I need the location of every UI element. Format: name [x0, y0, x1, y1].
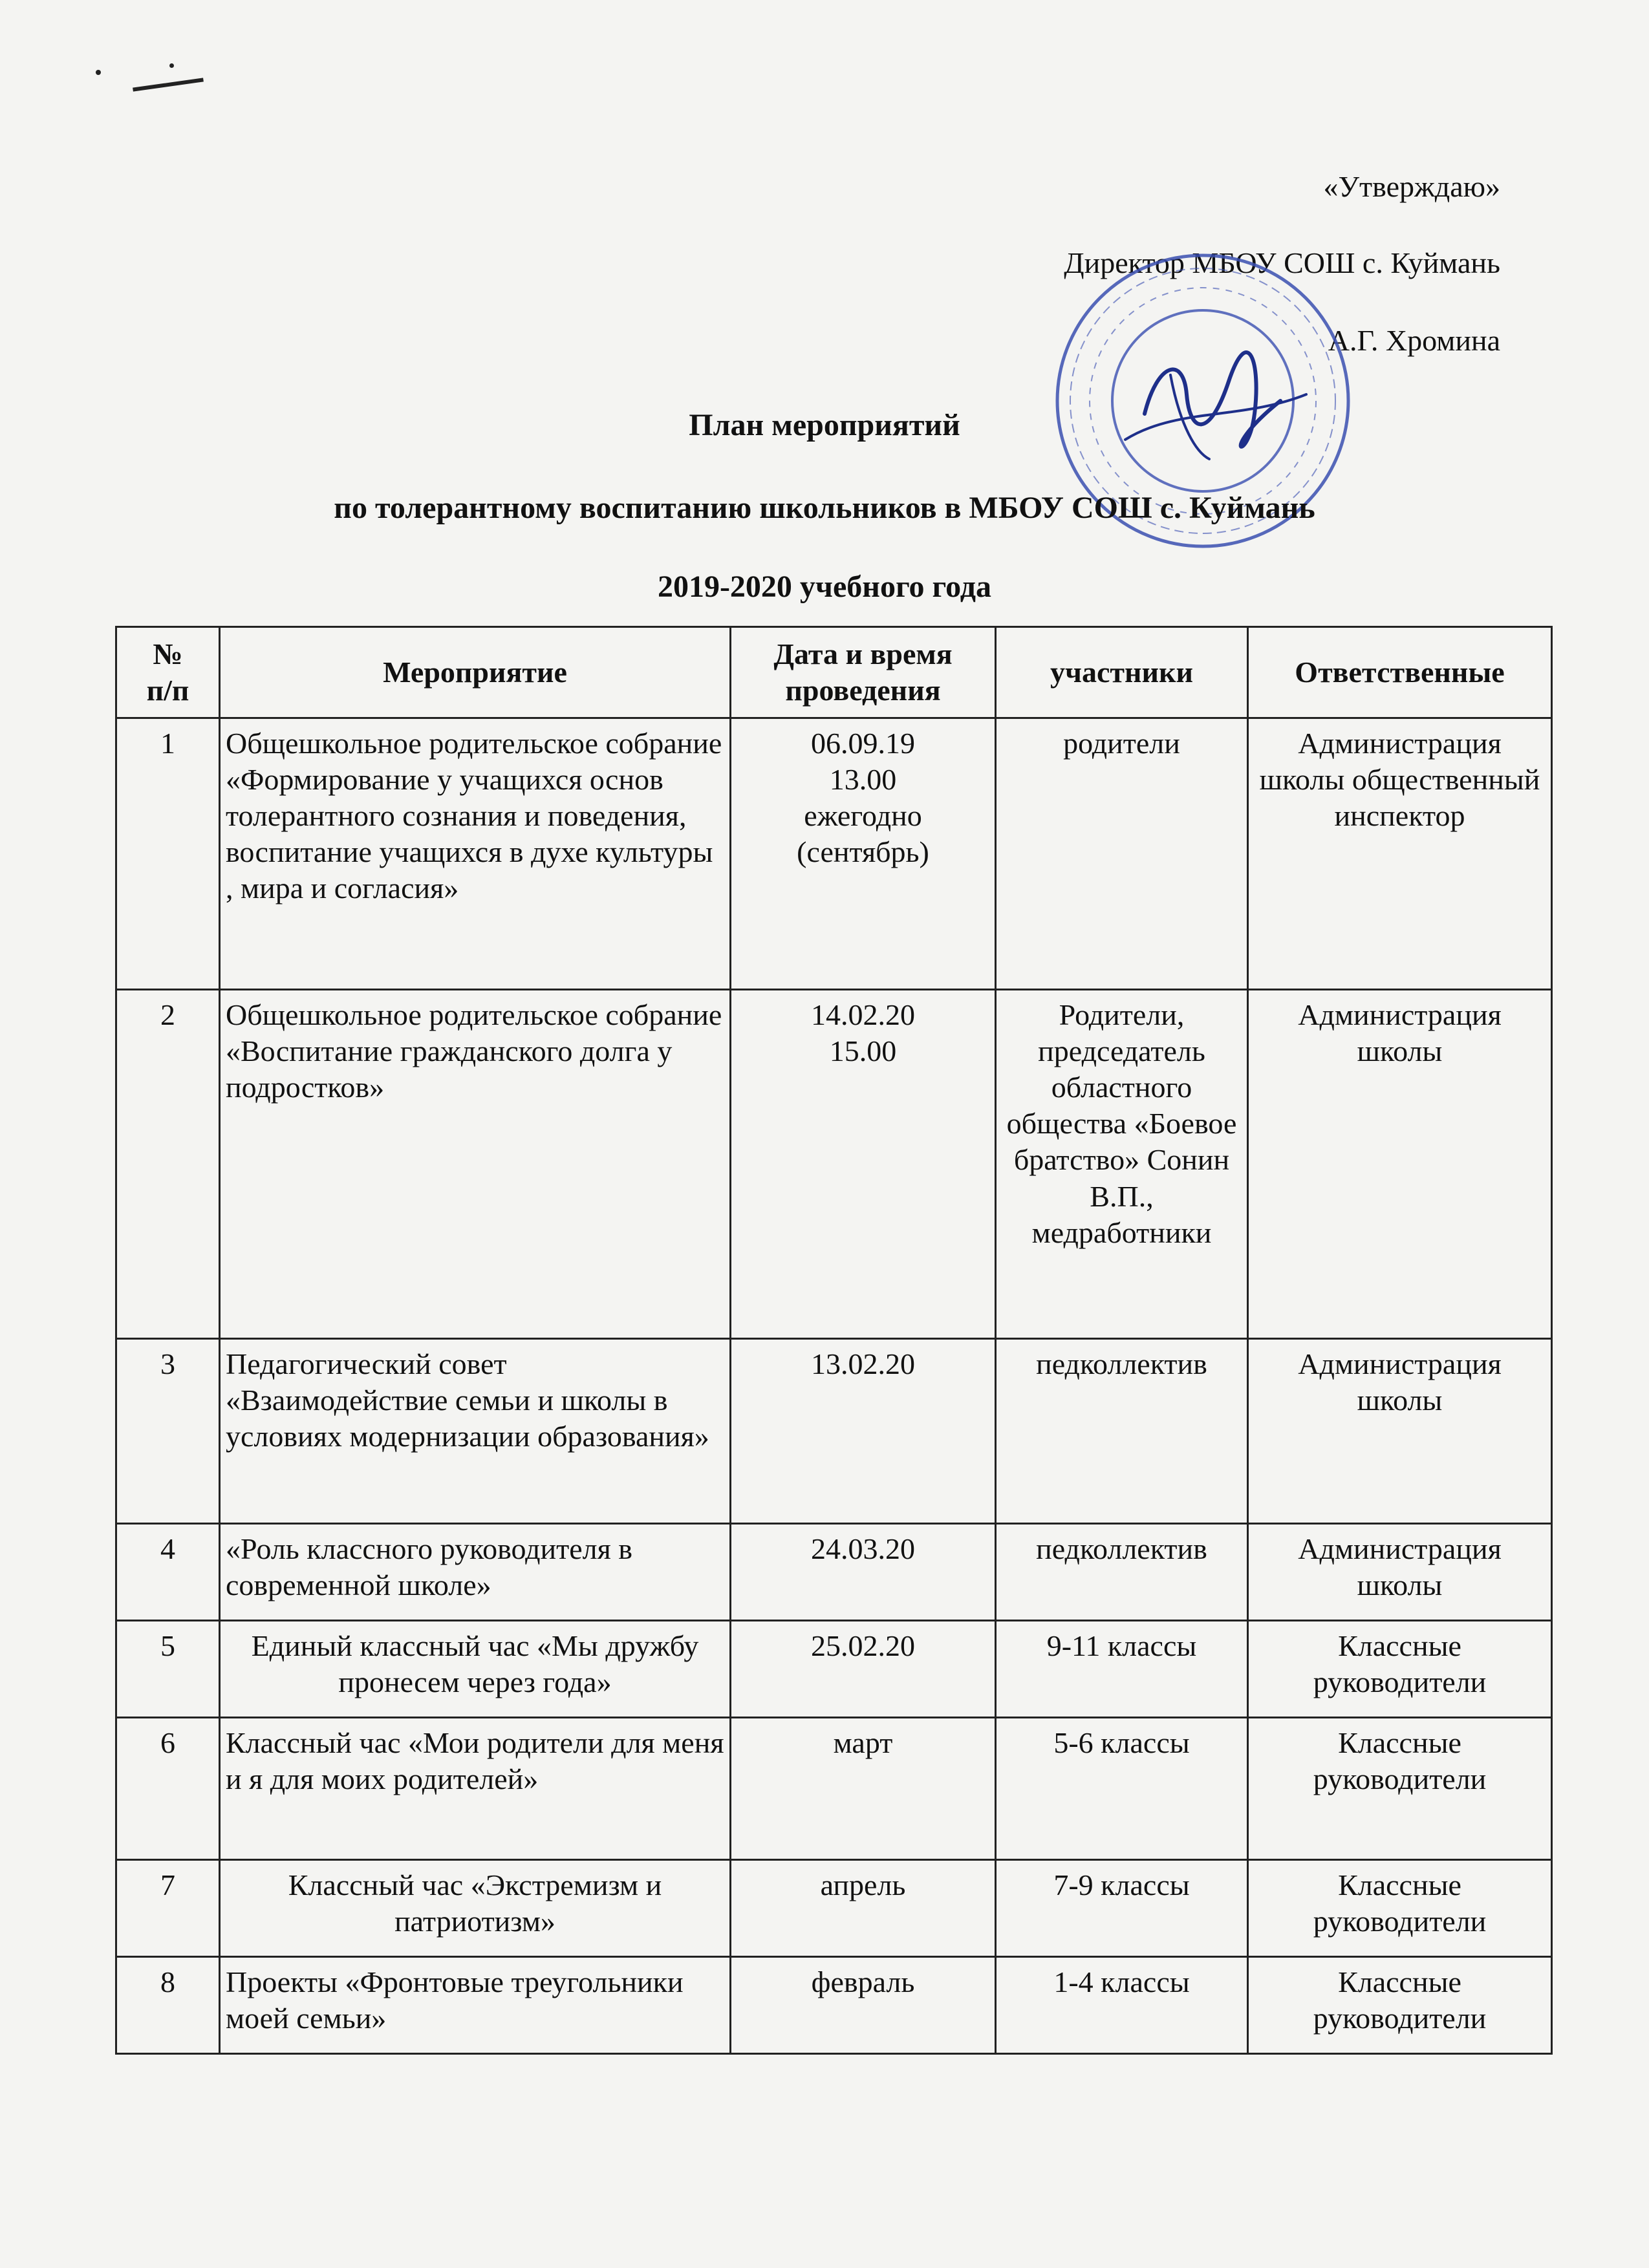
row-number: 4	[116, 1524, 220, 1621]
events-table	[115, 626, 1553, 2055]
table-row	[116, 718, 1552, 990]
row-participants: 7-9 классы	[996, 1860, 1248, 1957]
row-number: 6	[116, 1718, 220, 1860]
row-responsible: Классные руководители	[1248, 1718, 1552, 1860]
header-event: Мероприятие	[220, 627, 731, 718]
row-responsible: Администрация школы	[1248, 990, 1552, 1339]
row-responsible: Классные руководители	[1248, 1860, 1552, 1957]
row-event: Классный час «Экстремизм и патриотизм»	[220, 1860, 731, 1957]
header-date: Дата и время проведения	[731, 627, 996, 718]
table-row	[116, 1621, 1552, 1718]
row-number: 1	[116, 718, 220, 990]
row-participants: педколлектив	[996, 1524, 1248, 1621]
scan-artifact	[133, 78, 204, 91]
approval-position: Директор МБОУ СОШ с. Куймань	[1064, 246, 1500, 279]
table-row	[116, 1718, 1552, 1860]
row-participants: родители	[996, 718, 1248, 990]
row-event: Классный час «Мои родители для меня и я для моих родителей»	[220, 1718, 731, 1860]
row-responsible: Администрация школы общественный инспектор	[1248, 718, 1552, 990]
header-responsible: Ответственные	[1248, 627, 1552, 718]
row-number: 2	[116, 990, 220, 1339]
row-responsible: Классные руководители	[1248, 1957, 1552, 2054]
row-number: 3	[116, 1339, 220, 1524]
plan-subtitle: по толерантному воспитанию школьников в МБОУ СОШ с. Куймань	[334, 491, 1315, 525]
plan-year: 2019-2020 учебного года	[657, 570, 992, 604]
table-row	[116, 1339, 1552, 1524]
row-responsible: Классные руководители	[1248, 1621, 1552, 1718]
row-event: Общешкольное родительское собрание «Воспитание гражданского долга у подростков»	[220, 990, 731, 1339]
scan-artifact	[96, 70, 101, 75]
header-number: № п/п	[116, 627, 220, 718]
row-number: 5	[116, 1621, 220, 1718]
table-row	[116, 1860, 1552, 1957]
row-date: февраль	[731, 1957, 996, 2054]
row-participants: 5-6 классы	[996, 1718, 1248, 1860]
row-date: 14.02.20 15.00	[731, 990, 996, 1339]
row-date: 06.09.19 13.00 ежегодно (сентябрь)	[731, 718, 996, 990]
row-date: апрель	[731, 1860, 996, 1957]
approval-name: А.Г. Хромина	[1328, 324, 1500, 357]
approval-label: «Утверждаю»	[1323, 170, 1500, 203]
table-row	[116, 1957, 1552, 2054]
row-number: 8	[116, 1957, 220, 2054]
row-event: Педагогический совет «Взаимодействие семьи и школы в условиях модернизации образования»	[220, 1339, 731, 1524]
row-responsible: Администрация школы	[1248, 1524, 1552, 1621]
row-number: 7	[116, 1860, 220, 1957]
row-date: 13.02.20	[731, 1339, 996, 1524]
row-date: март	[731, 1718, 996, 1860]
row-participants: 9-11 классы	[996, 1621, 1248, 1718]
plan-title: План мероприятий	[689, 408, 960, 442]
row-participants: педколлектив	[996, 1339, 1248, 1524]
scan-artifact	[169, 63, 174, 68]
row-date: 25.02.20	[731, 1621, 996, 1718]
table-row	[116, 990, 1552, 1339]
header-participants: участники	[996, 627, 1248, 718]
table-row	[116, 1524, 1552, 1621]
row-date: 24.03.20	[731, 1524, 996, 1621]
row-participants: Родители, председатель областного общества «Боевое братство» Сонин В.П., медработники	[996, 990, 1248, 1339]
row-event: Проекты «Фронтовые треугольники моей семьи»	[220, 1957, 731, 2054]
row-event: Общешкольное родительское собрание «Формирование у учащихся основ толерантного сознания и поведения, воспитание учащихся в духе культуры , мира и согласия»	[220, 718, 731, 990]
row-event: Единый классный час «Мы дружбу пронесем через года»	[220, 1621, 731, 1718]
row-event: «Роль классного руководителя в современной школе»	[220, 1524, 731, 1621]
table-header-row	[116, 627, 1552, 718]
row-responsible: Администрация школы	[1248, 1339, 1552, 1524]
row-participants: 1-4 классы	[996, 1957, 1248, 2054]
